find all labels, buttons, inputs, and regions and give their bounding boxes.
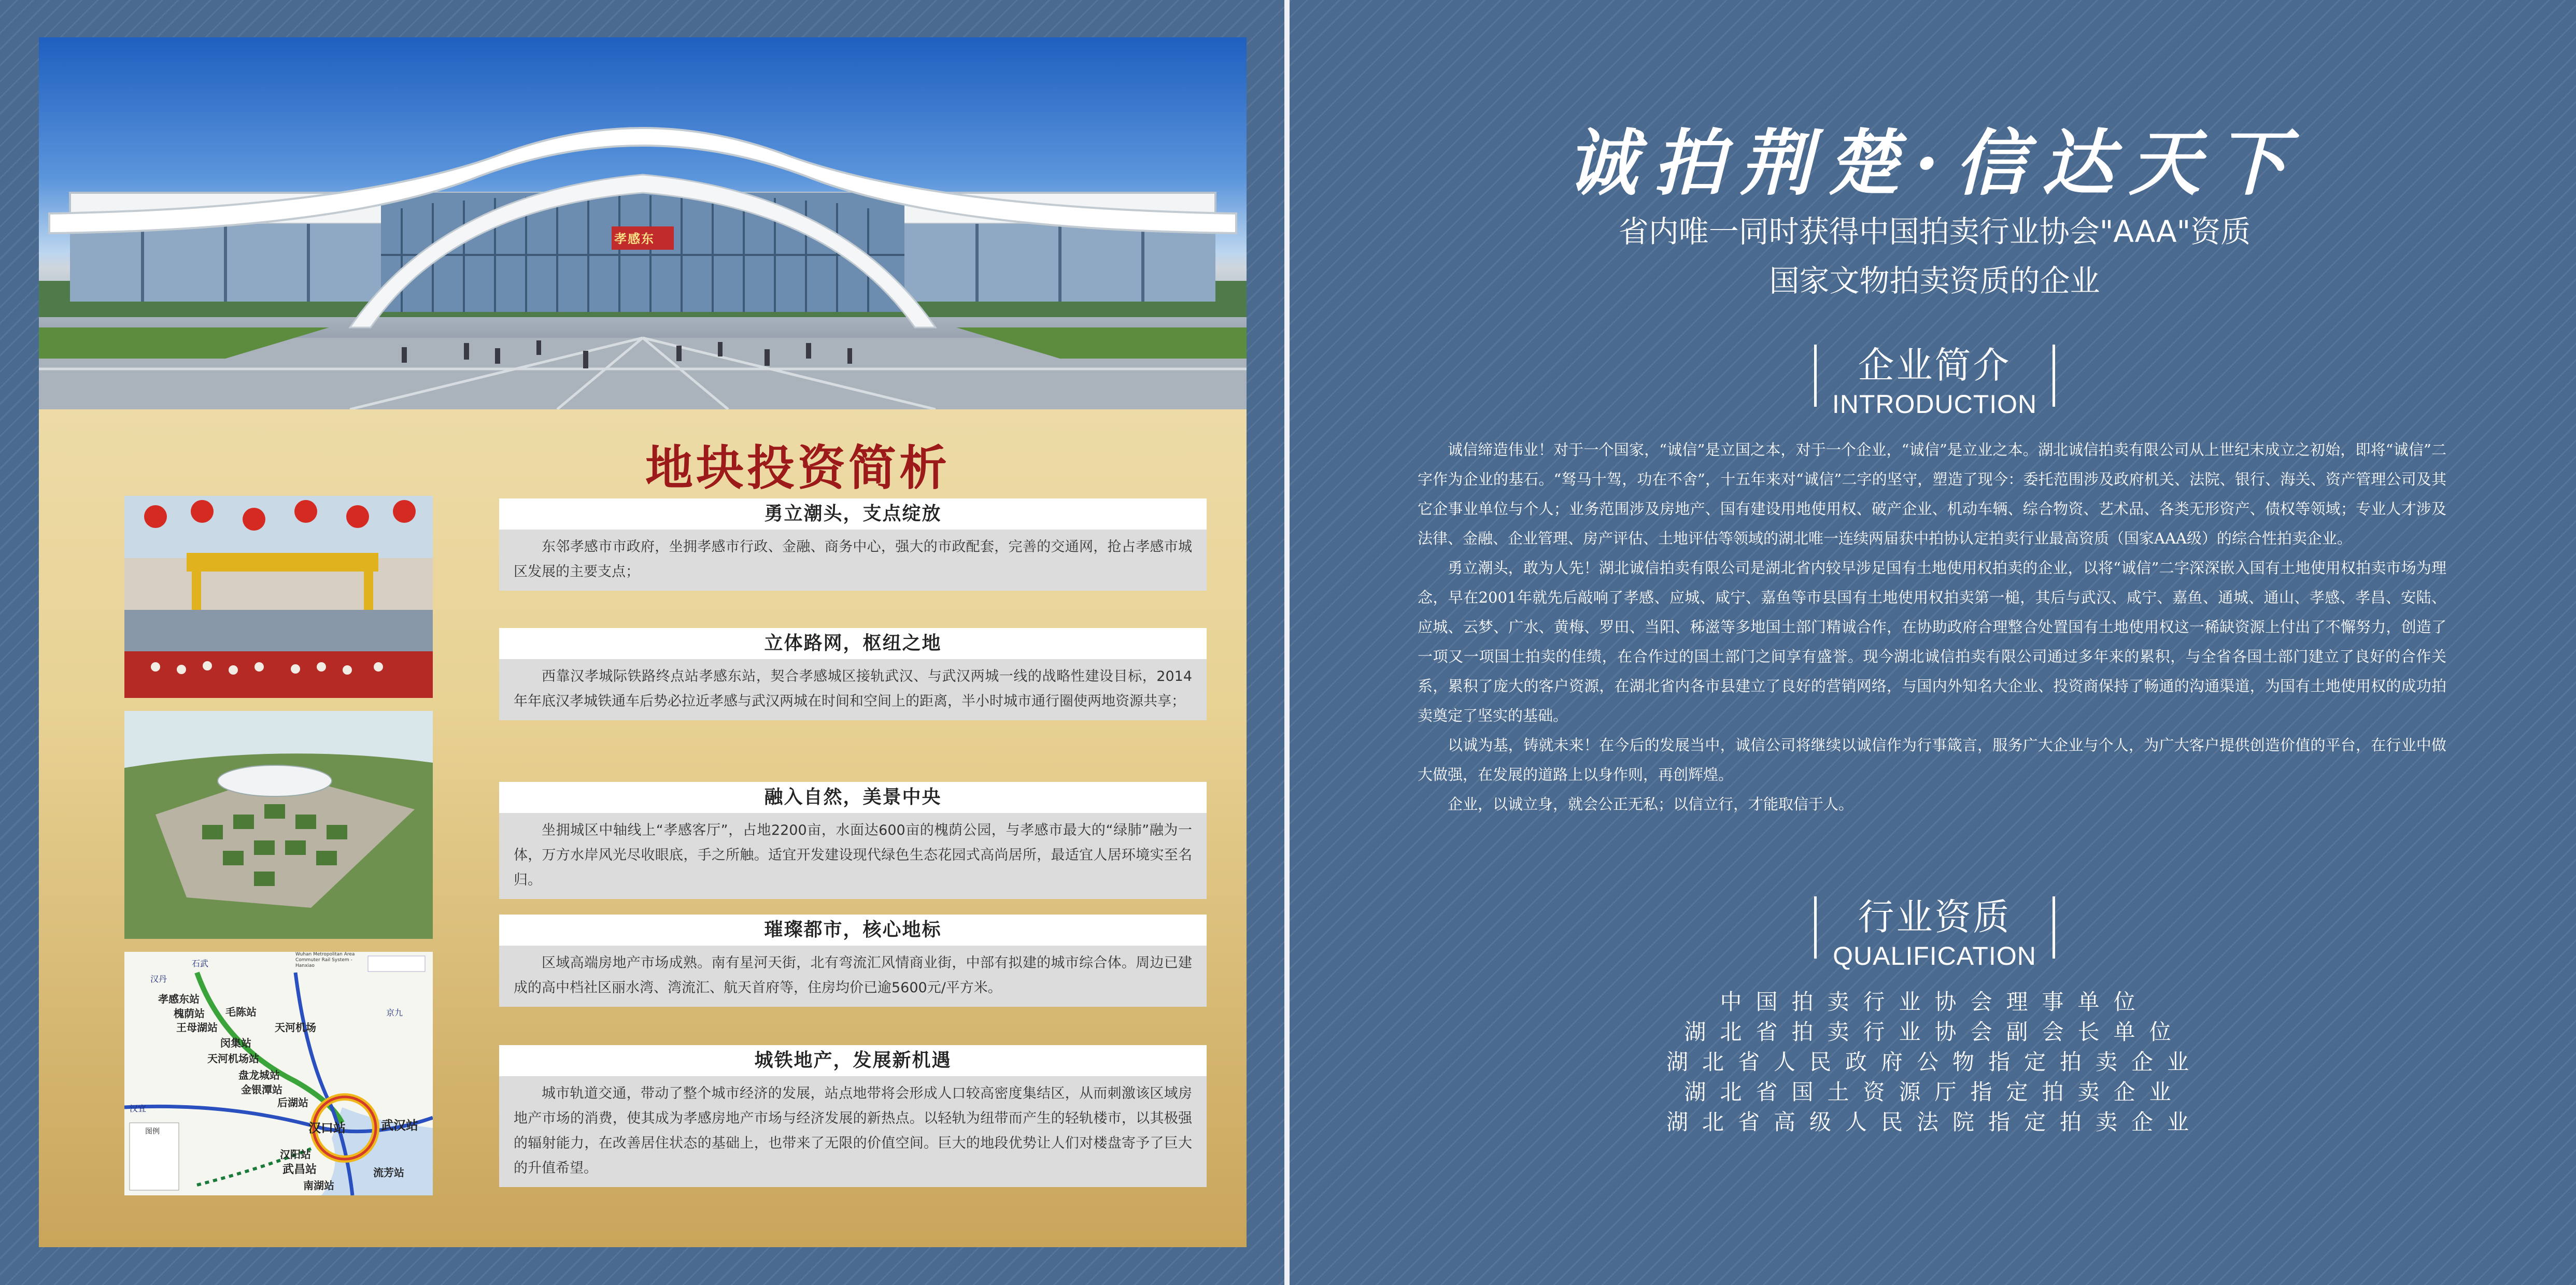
qualification-item: 湖北省人民政府公物指定拍卖企业	[1666, 1049, 2203, 1075]
info-block-5	[499, 1045, 1207, 1187]
qualification-list	[1293, 987, 2576, 1137]
subtitle-aaa: 省内唯一同时获得中国拍卖行业协会"AAA"资质	[1618, 214, 2251, 249]
aerial-rendering-photo	[124, 711, 433, 939]
map-label-jinyintan: 金银潭站	[241, 1083, 282, 1096]
investment-card	[39, 37, 1247, 1247]
map-label-minji: 闵集站	[220, 1037, 251, 1049]
map-label-tianhe-station: 天河机场站	[207, 1052, 259, 1065]
intro-paragraph: 勇立潮头，敢为人先！湖北诚信拍卖有限公司是湖北省内较早涉足国有土地使用权拍卖的企业，以将“诚信”二字深深嵌入国有土地使用权拍卖市场为理念，早在2001年就先后敲响了孝感、应城、咸宁、嘉鱼等市县国有土地使用权拍卖第一槌，其后与武汉、咸宁、嘉鱼、通城、通山、孝感、孝昌、安陆、应城、云梦、广水、黄梅、罗田、当阳、秭滋等多地国土部门精诚合作，在协助政府合理整合处置国有土地使用权这一稀缺资源上付出了不懈努力，创造了一项又一项国土拍卖的佳绩，在合作过的国土部门之间享有盛誉。现今湖北诚信拍卖有限公司通过多年来的累积，与全省各国土部门建立了良好的合作关系，累积了庞大的客户资源，在湖北省内各市县建立了良好的营销网络，与国内外知名大企业、投资商保持了畅通的沟通渠道，为国有土地使用权的成功拍卖奠定了坚实的基础。	[1418, 559, 2446, 724]
map-label-tianhe-airport: 天河机场	[275, 1021, 316, 1034]
intro-text	[1418, 435, 2446, 819]
map-label-shiwu: 石武	[192, 959, 209, 968]
info-heading: 融入自然，美景中央	[499, 782, 1207, 813]
qualification-item: 湖北省国土资源厅指定拍卖企业	[1684, 1079, 2185, 1105]
station-illustration	[39, 37, 1247, 409]
intro-heading-zh: 企业简介	[1858, 344, 2012, 387]
info-body: 城市轨道交通，带动了整个城市经济的发展，站点地带将会形成人口较高密度集结区，从而刺激该区域房地产市场的消费，使其成为孝感房地产市场与经济发展的新热点。以轻轨为纽带而产生的轻轨楼市，以其极强的辐射能力，在改善居住状态的基础上，也带来了无限的价值空间。巨大的地段优势让人们对楼盘寄予了巨大的升值希望。	[499, 1076, 1207, 1187]
map-label-maochen: 毛陈站	[225, 1006, 257, 1018]
info-heading: 璀璨都市，核心地标	[499, 915, 1207, 946]
info-block-3	[499, 782, 1207, 899]
map-label-houhu: 后湖站	[277, 1096, 308, 1109]
fold-divider	[1284, 0, 1290, 1285]
info-body: 坐拥城区中轴线上“孝感客厅”，占地2200亩，水面达600亩的槐荫公园，与孝感市最大的“绿肺”融为一体，万方水岸风光尽收眼底，手之所触。适宜开发建设现代绿色生态花园式高尚居所，最适宜人居环境实至名归。	[499, 813, 1207, 899]
qualification-item: 湖北省高级人民法院指定拍卖企业	[1666, 1109, 2203, 1135]
intro-heading	[1293, 342, 2576, 420]
info-heading: 勇立潮头，支点绽放	[499, 498, 1207, 530]
map-label-handan: 汉丹	[150, 974, 167, 984]
ceremony-photo	[124, 496, 433, 698]
info-block-1	[499, 498, 1207, 591]
map-label-wuchang: 武昌站	[282, 1163, 317, 1176]
intro-paragraph: 企业，以诚立身，就会公正无私；以信立行，才能取信于人。	[1448, 795, 1854, 813]
map-label-hanyi: 汉宜	[130, 1104, 147, 1113]
info-heading: 城铁地产，发展新机遇	[499, 1045, 1207, 1076]
info-block-4	[499, 915, 1207, 1007]
info-body: 东邻孝感市市政府，坐拥孝感市行政、金融、商务中心，强大的市政配套，完善的交通网，抢占孝感市城区发展的主要支点；	[499, 530, 1207, 591]
map-label-xiaogandong: 孝感东站	[158, 993, 200, 1005]
right-panel	[1293, 0, 2576, 1285]
station-photo	[39, 37, 1247, 409]
info-block-2	[499, 628, 1207, 720]
map-label-hanyang: 汉阳站	[280, 1148, 311, 1161]
map-label-huaiyin: 槐荫站	[174, 1007, 205, 1020]
map-label-nanhu: 南湖站	[303, 1179, 334, 1192]
intro-paragraph: 诚信缔造伟业！对于一个国家，“诚信”是立国之本，对于一个企业，“诚信”是立业之本。湖北诚信拍卖有限公司从上世纪末成立之初始，即将“诚信”二字作为企业的基石。“驽马十驾，功在不舍”，十五年来对“诚信”二字的坚守，塑造了现今：委托范围涉及政府机关、法院、银行、海关、资产管理公司及其它企事业单位与个人；业务范围涉及房地产、国有建设用地使用权、破产企业、机动车辆、综合物资、艺术品、各类无形资产、债权等领域；专业人才涉及法律、金融、企业管理、房产评估、土地评估等领域的湖北唯一连续两届获中拍协认定拍卖行业最高资质（国家AAA级）的综合性拍卖企业。	[1418, 441, 2446, 547]
map-label-hankou: 汉口站	[308, 1121, 346, 1135]
map-label-jingjiu: 京九	[386, 1008, 403, 1018]
rail-map	[124, 952, 433, 1195]
map-label-wuhan: 武汉站	[381, 1118, 418, 1133]
left-panel	[0, 0, 1285, 1285]
intro-heading-en: INTRODUCTION	[1832, 390, 2037, 419]
info-body: 区域高端房地产市场成熟。南有星河天街，北有弯流汇风情商业街，中部有拟建的城市综合体。周边已建成的高中档社区丽水湾、湾流汇、航天首府等，住房均价已逾5600元/平方米。	[499, 946, 1207, 1007]
station-sign: 孝感东	[614, 232, 655, 246]
subtitle-relics: 国家文物拍卖资质的企业	[1769, 263, 2100, 298]
info-body: 西靠汉孝城际铁路终点站孝感东站，契合孝感城区接轨武汉、与武汉两城一线的战略性建设目标，2014年年底汉孝城铁通车后势必拉近孝感与武汉两城在时间和空间上的距离，半小时城市通行圈使两地资源共享；	[499, 659, 1207, 720]
qual-heading-zh: 行业资质	[1858, 896, 2012, 938]
map-label-liufang: 流芳站	[373, 1166, 404, 1179]
qual-heading-en: QUALIFICATION	[1833, 941, 2036, 970]
slogan: 诚拍荆楚·信达天下	[1566, 121, 2303, 205]
qualification-item: 湖北省拍卖行业协会副会长单位	[1684, 1019, 2185, 1045]
map-title: Wuhan Metropolitan Area Commuter Rail System - Hanxiao	[295, 952, 355, 968]
intro-paragraph: 以诚为基，铸就未来！在今后的发展当中，诚信公司将继续以诚信作为行事箴言，服务广大企业与个人，为广大客户提供创造价值的平台，在行业中做大做强，在发展的道路上以身作则，再创辉煌。	[1418, 736, 2446, 783]
map-label-panlongcheng: 盘龙城站	[238, 1069, 280, 1081]
map-label-wangmuhu: 王母湖站	[176, 1021, 218, 1034]
map-legend-label: 图例	[145, 1127, 160, 1136]
info-heading: 立体路网，枢纽之地	[499, 628, 1207, 659]
page-title: 地块投资简析	[645, 440, 951, 496]
qual-heading	[1293, 894, 2576, 972]
qualification-item: 中国拍卖行业协会理事单位	[1720, 989, 2149, 1015]
